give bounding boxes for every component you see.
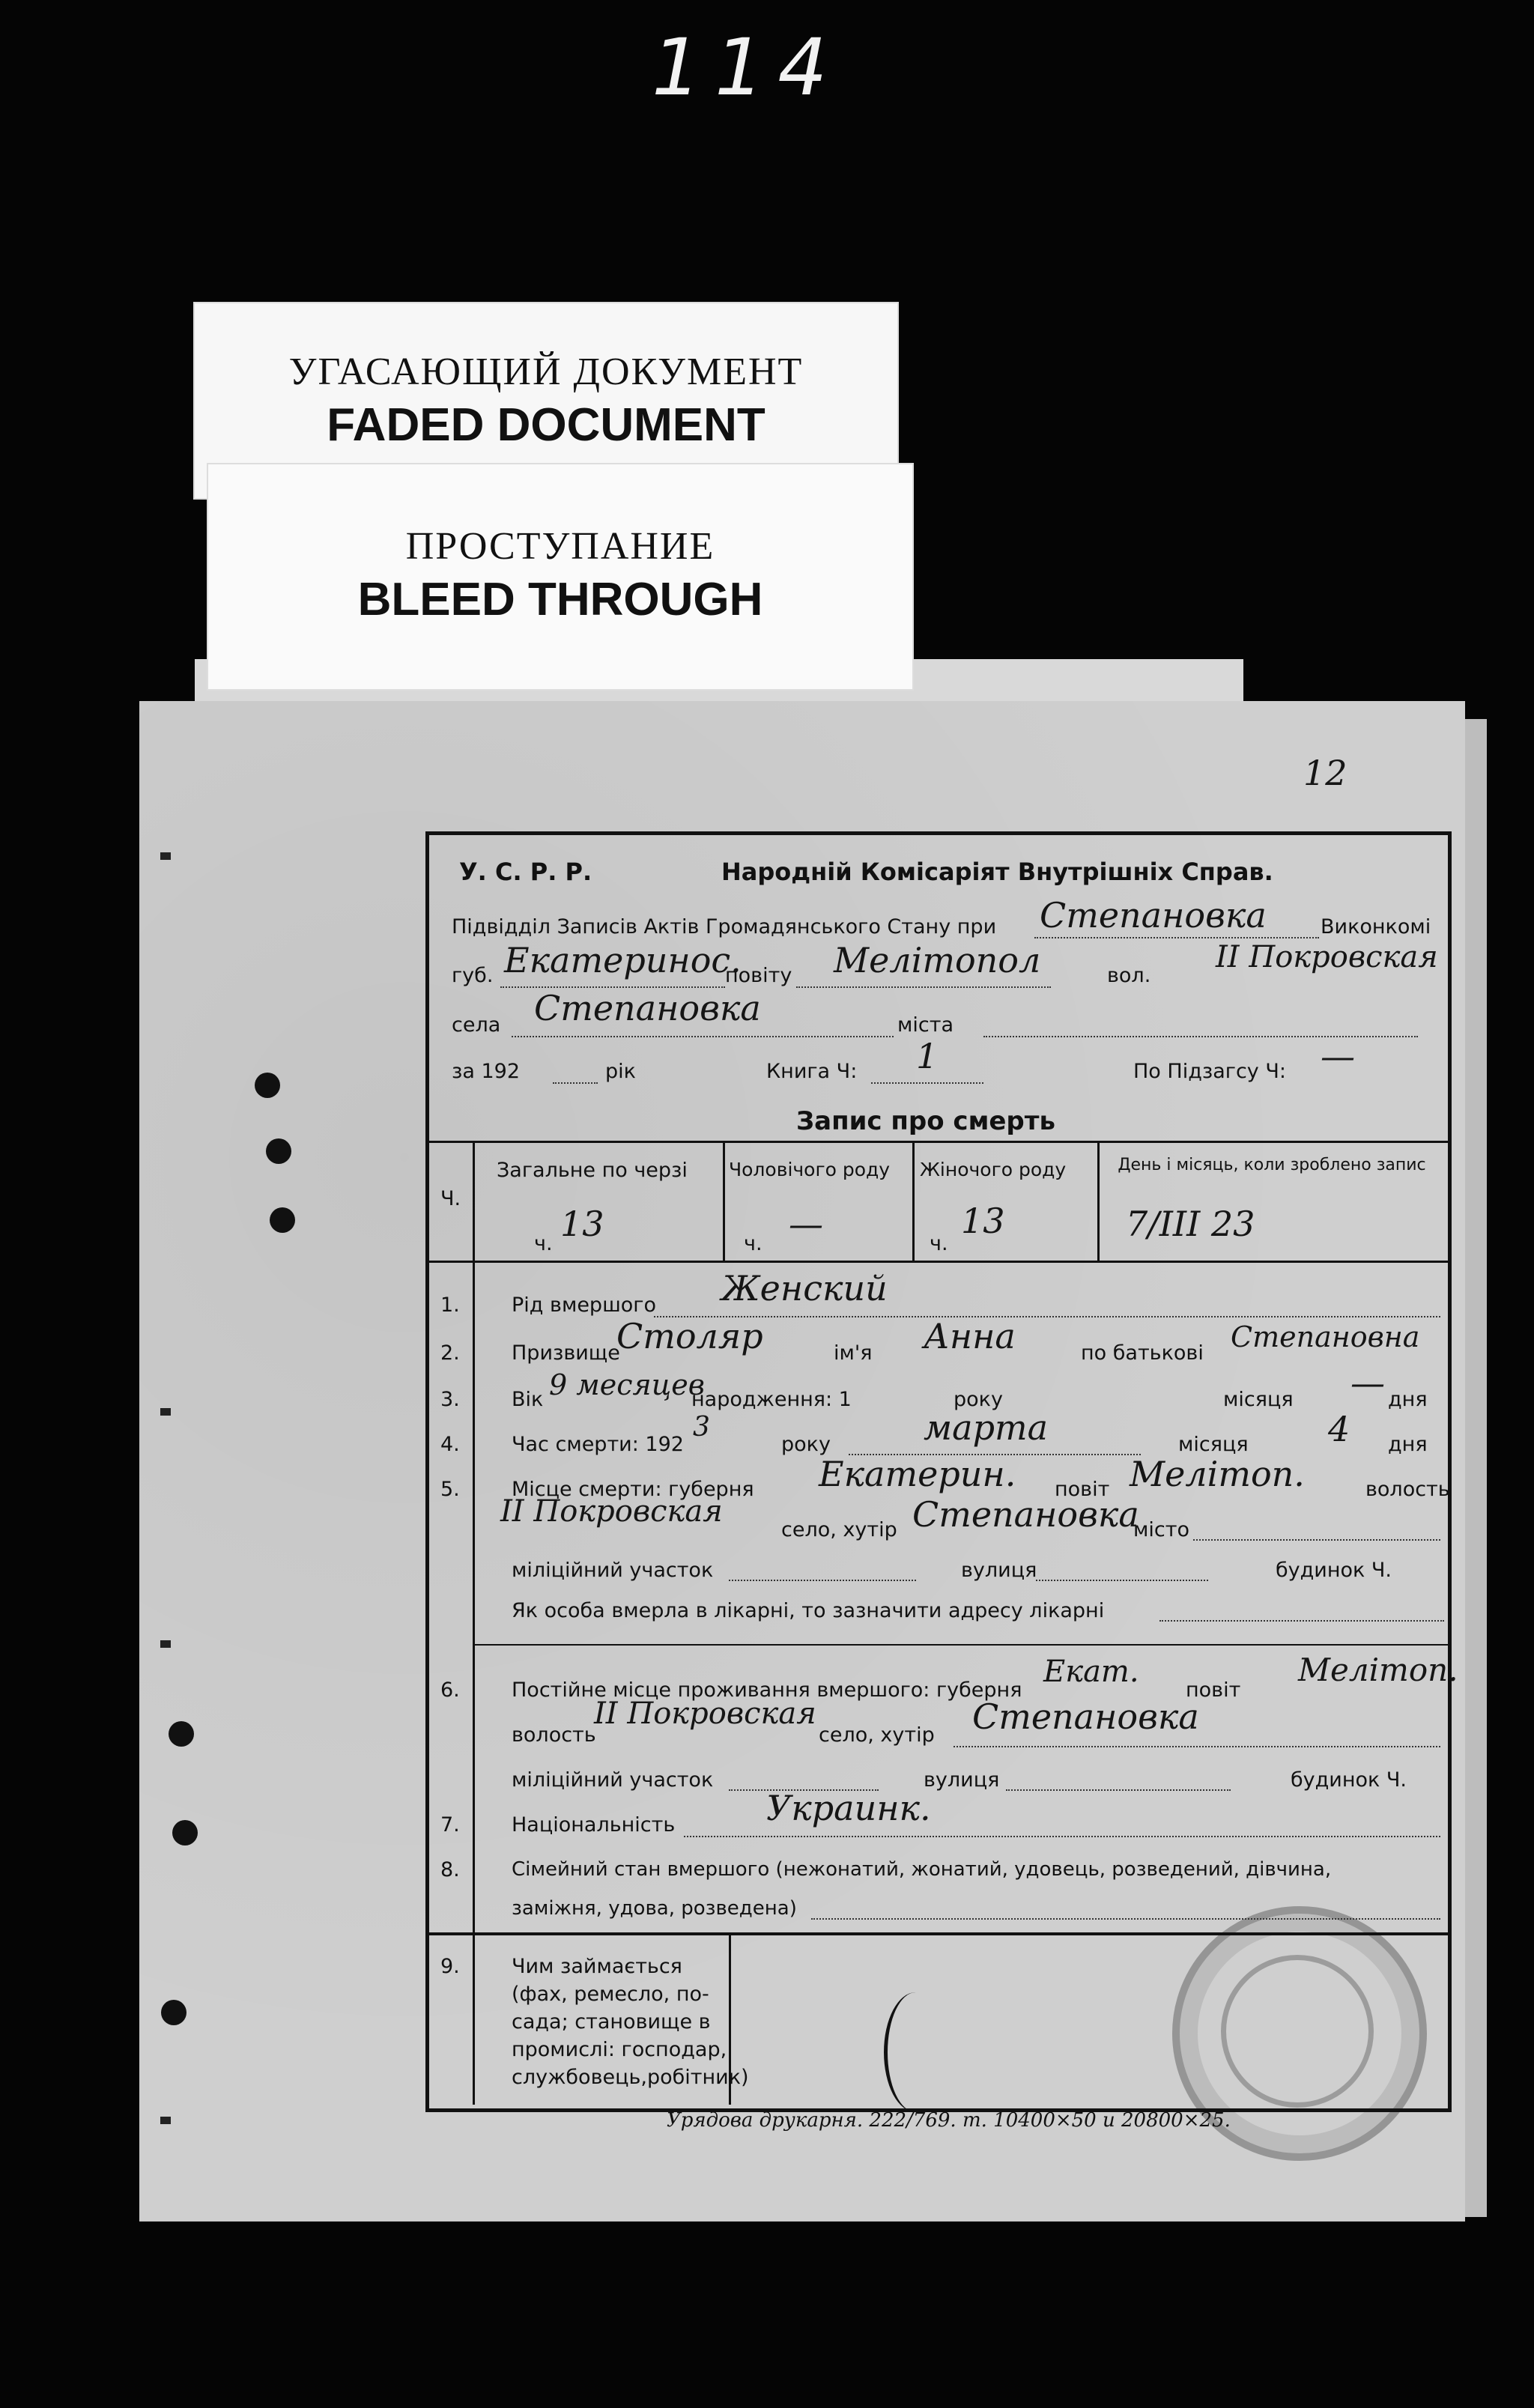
povit-label: повіту: [725, 964, 792, 987]
row-number: 4.: [440, 1433, 460, 1456]
line1-label: Підвідділ Записів Актів Громадянського Стану при: [452, 915, 997, 938]
row-number: 1.: [440, 1294, 460, 1317]
nationality-value: Украинк.: [766, 1788, 931, 1828]
mista-label: міста: [897, 1013, 954, 1037]
table-value-male: —: [789, 1204, 823, 1244]
section-rule: [429, 1932, 1448, 1935]
table-rule: [473, 1141, 475, 1263]
row-number: 3.: [440, 1388, 460, 1411]
name-value: Анна: [924, 1316, 1016, 1356]
occupation-label: сада; становище в: [512, 2010, 711, 2034]
volost-label: волость: [1365, 1478, 1450, 1501]
pidzahsu-label: По Підзагсу Ч:: [1133, 1060, 1286, 1083]
age-value: 9 месяцев: [549, 1368, 705, 1401]
house-label: будинок Ч.: [1291, 1768, 1407, 1792]
table-ch-label: Ч.: [440, 1187, 461, 1210]
house-label: будинок Ч.: [1276, 1559, 1392, 1582]
day-label: дня: [1388, 1433, 1428, 1456]
record-title: Запис про смерть: [796, 1106, 1055, 1136]
birth-day-value: —: [1350, 1362, 1385, 1403]
table-rule: [429, 1141, 1448, 1143]
fill-line: [1193, 1539, 1440, 1541]
fill-line: [729, 1580, 916, 1581]
table-header: День і місяць, коли зроблено запис: [1118, 1156, 1426, 1174]
table-header: Чоловічого роду: [729, 1159, 891, 1180]
row-number: 7.: [440, 1813, 460, 1837]
res-gub-value: Екат.: [1043, 1655, 1139, 1689]
selo-label: село, хутір: [781, 1518, 897, 1541]
faded-flag-ru: УГАСАЮЩИЙ ДОКУМЕНТ: [288, 351, 804, 393]
street-label: вулиця: [924, 1768, 1000, 1792]
gub-value: Екатеринос.: [504, 940, 742, 980]
row-label-cont: заміжня, удова, розведена): [512, 1897, 797, 1920]
year-label: року: [954, 1388, 1003, 1411]
row-label: Час смерти: 192: [512, 1433, 684, 1456]
patronymic-value: Степановна: [1231, 1320, 1420, 1353]
line1-value: Степановка: [1040, 895, 1267, 935]
row-label: Національність: [512, 1813, 676, 1837]
za-label: за 192: [452, 1060, 521, 1083]
table-value-total: 13: [560, 1204, 604, 1244]
res-volost-value: II Покровская: [594, 1696, 816, 1731]
table-value-female: 13: [961, 1201, 1005, 1241]
section-rule: [473, 1644, 1448, 1646]
binding-hole: [161, 2000, 187, 2025]
month-label: місяця: [1178, 1433, 1249, 1456]
povit-value: Мелітопол: [834, 940, 1041, 980]
row-number: 6.: [440, 1678, 460, 1702]
sex-value: Женский: [721, 1268, 888, 1308]
row-label: Вік: [512, 1388, 544, 1411]
fill-line: [1006, 1789, 1231, 1791]
row-number: 2.: [440, 1341, 460, 1365]
day-label: дня: [1388, 1388, 1428, 1411]
fill-line: [1159, 1620, 1444, 1622]
binding-hole: [266, 1138, 291, 1164]
res-selo-value: Степановка: [972, 1696, 1199, 1737]
binding-hole: [172, 1820, 198, 1846]
selo-label: села: [452, 1013, 501, 1037]
birth-label: народження: 1: [691, 1388, 852, 1411]
pidzahsu-value: —: [1321, 1036, 1355, 1076]
margin-mark: [160, 1408, 171, 1416]
table-rule: [723, 1141, 725, 1263]
misto-label: місто: [1133, 1518, 1189, 1541]
faded-flag-en: FADED DOCUMENT: [327, 399, 766, 451]
margin-mark: [160, 1640, 171, 1648]
org-title: Народній Комісаріят Внутрішніх Справ.: [721, 858, 1273, 886]
month-label: місяця: [1223, 1388, 1294, 1411]
bleed-flag-en: BLEED THROUGH: [357, 574, 763, 625]
binding-hole: [270, 1207, 295, 1233]
fill-line: [954, 1746, 1440, 1747]
table-rule: [912, 1141, 915, 1263]
fill-line: [553, 1082, 598, 1084]
occupation-label: службовець,робітник): [512, 2066, 749, 2089]
patronymic-label: по батькові: [1081, 1341, 1204, 1365]
org-abbrev: У. С. Р. Р.: [459, 858, 592, 886]
row-label: Призвище: [512, 1341, 620, 1365]
fill-line: [1036, 1580, 1208, 1581]
table-prefix: ч.: [534, 1232, 553, 1255]
row-label: міліційний участок: [512, 1559, 714, 1582]
fill-line: [654, 1316, 1440, 1317]
death-selo-value: Степановка: [912, 1494, 1139, 1535]
row-number: 9.: [440, 1955, 460, 1978]
binding-hole: [255, 1073, 280, 1098]
row-label: міліційний участок: [512, 1768, 714, 1792]
name-label: ім'я: [834, 1341, 873, 1365]
row-number: 5.: [440, 1478, 460, 1501]
table-value-date: 7/III 23: [1126, 1204, 1255, 1244]
line1-suffix: Виконкомі: [1321, 915, 1431, 938]
fill-line: [796, 986, 1051, 988]
bleed-flag-ru: ПРОСТУПАНИЕ: [405, 525, 715, 568]
occupation-label: Чим займається: [512, 1955, 682, 1978]
row-label: Сімейний стан вмершого (нежонатий, жонатий, удовець, розведений, дівчина,: [512, 1858, 1332, 1881]
gub-label: губ.: [452, 964, 494, 987]
selo-label: село, хутір: [819, 1723, 935, 1747]
row-label: Рід вмершого: [512, 1294, 656, 1317]
fill-line: [512, 1036, 894, 1037]
binding-hole: [169, 1721, 194, 1747]
res-povit-value: Мелітоп.: [1298, 1652, 1458, 1688]
table-header: Жіночого роду: [920, 1159, 1067, 1180]
number-column-rule: [473, 1261, 475, 2105]
death-month-value: марта: [924, 1407, 1049, 1448]
povit-label: повіт: [1186, 1678, 1241, 1702]
selo-value: Степановка: [534, 988, 761, 1028]
volost-label: вол.: [1107, 964, 1151, 987]
page-number: 12: [1303, 753, 1347, 793]
printer-footer: Урядова друкарня. 222/769. т. 10400×50 и 20800×25.: [667, 2109, 1231, 2132]
death-day-value: 4: [1328, 1409, 1350, 1449]
fill-line: [871, 1082, 983, 1084]
table-header: Загальне по черзі: [497, 1159, 688, 1182]
povit-label: повіт: [1055, 1478, 1110, 1501]
knyha-value: 1: [916, 1036, 939, 1076]
rik-label: рік: [605, 1060, 636, 1083]
death-year-value: 3: [693, 1412, 710, 1443]
film-frame-number: 114: [652, 22, 841, 113]
death-povit-value: Мелітоп.: [1130, 1454, 1305, 1494]
year-label: року: [781, 1433, 831, 1456]
fill-line: [684, 1836, 1440, 1837]
surname-value: Столяр: [616, 1316, 763, 1356]
row-label: Як особа вмерла в лікарні, то зазначити адресу лікарні: [512, 1599, 1105, 1622]
death-record-form: [425, 831, 1458, 2112]
death-gub-value: Екатерин.: [819, 1454, 1016, 1494]
occupation-label: промислі: господар,: [512, 2038, 727, 2061]
table-rule: [1097, 1141, 1100, 1263]
table-prefix: ч.: [930, 1232, 948, 1255]
bleed-through-flag: [207, 463, 914, 691]
death-volost-value: II Покровская: [500, 1494, 723, 1529]
table-rule: [429, 1261, 1448, 1263]
margin-mark: [160, 2117, 171, 2124]
row-label: Місце смерти: губерня: [512, 1478, 754, 1501]
knyha-label: Книга Ч:: [766, 1060, 858, 1083]
row-label: волость: [512, 1723, 596, 1747]
occupation-label: (фах, ремесло, по-: [512, 1983, 709, 2006]
row-number: 8.: [440, 1858, 460, 1881]
table-prefix: ч.: [744, 1232, 763, 1255]
margin-mark: [160, 852, 171, 860]
street-label: вулиця: [961, 1559, 1037, 1582]
fill-line: [811, 1918, 1440, 1920]
pen-mark: [884, 1992, 948, 2112]
volost-value: II Покровская: [1216, 940, 1438, 974]
row-label: Постійне місце проживання вмершого: губерня: [512, 1678, 1022, 1702]
fill-line: [1034, 937, 1319, 938]
